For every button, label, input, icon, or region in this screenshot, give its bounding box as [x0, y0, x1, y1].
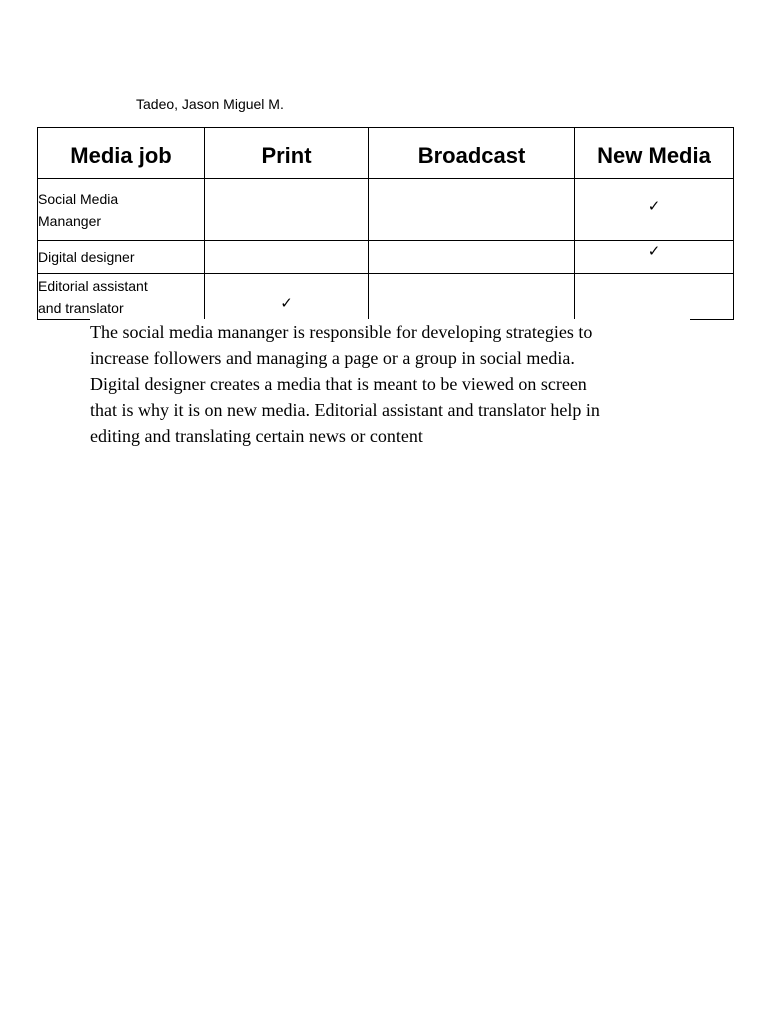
new-media-cell: ✓: [575, 241, 734, 274]
job-label-line1: Digital designer: [38, 249, 135, 265]
paragraph-line: increase followers and managing a page or a group in social media.: [90, 348, 575, 368]
paragraph-line: The social media mananger is responsible for developing strategies to: [90, 322, 593, 342]
job-label-line1: Social Media: [38, 190, 119, 207]
broadcast-cell: [369, 274, 575, 320]
print-cell: [205, 179, 369, 241]
table-row: [38, 241, 734, 274]
print-cell: [205, 241, 369, 274]
paragraph-line: that is why it is on new media. Editorial assistant and translator help in: [90, 400, 600, 420]
job-cell: [38, 274, 205, 320]
table-row: [38, 179, 734, 241]
job-label-line1: Editorial assistant: [38, 277, 148, 294]
table-header-row: [38, 128, 734, 179]
job-label-line2: Mananger: [38, 212, 102, 229]
new-media-cell: [575, 274, 734, 320]
job-label-line2: and translator: [38, 299, 124, 316]
header-new-media: New Media: [575, 128, 734, 179]
paragraph-line: editing and translating certain news or content: [90, 426, 423, 446]
broadcast-cell: [369, 241, 575, 274]
print-cell: ✓: [205, 274, 369, 320]
job-cell: [38, 179, 205, 241]
job-cell: [38, 241, 205, 274]
header-print: Print: [205, 128, 369, 179]
header-media-job: Media job: [38, 128, 205, 179]
paragraph-line: Digital designer creates a media that is meant to be viewed on screen: [90, 374, 587, 394]
header-broadcast: Broadcast: [369, 128, 575, 179]
explanation-text-box: [90, 319, 690, 449]
author-name: Tadeo, Jason Miguel M.: [136, 96, 284, 112]
broadcast-cell: [369, 179, 575, 241]
media-jobs-table: [37, 127, 734, 320]
new-media-cell: ✓: [575, 179, 734, 241]
table-row: [38, 274, 734, 320]
